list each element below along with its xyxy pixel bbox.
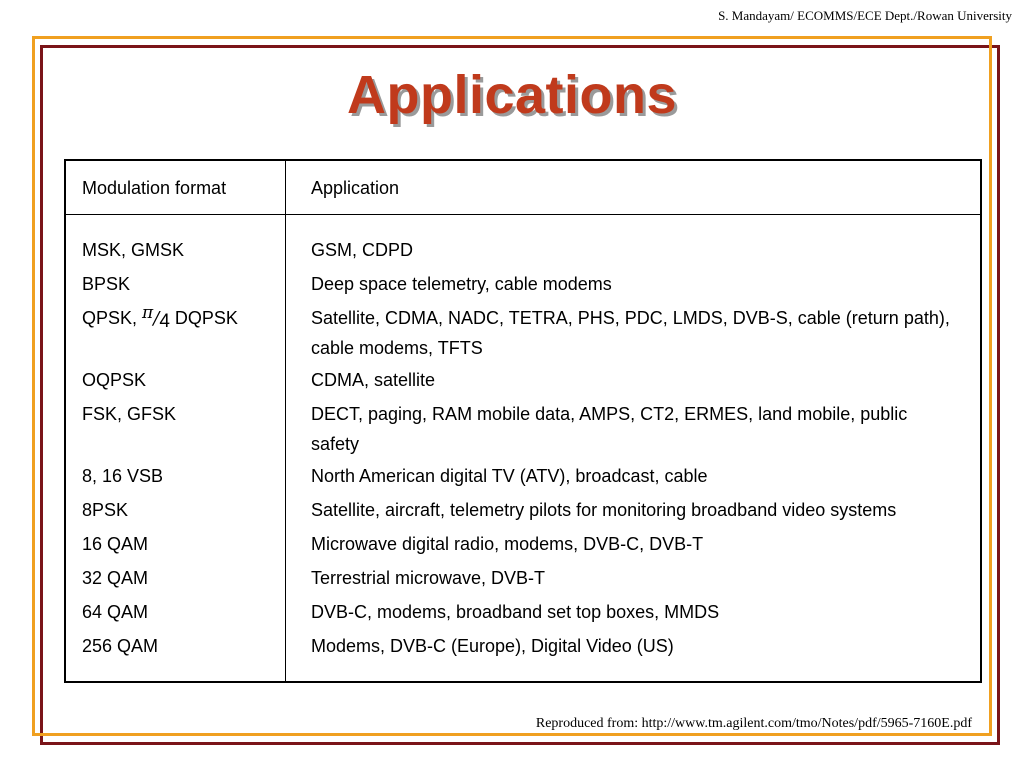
application-cell: DECT, paging, RAM mobile data, AMPS, CT2, ERMES, land mobile, public safety	[311, 404, 908, 454]
format-suffix: DQPSK	[174, 308, 238, 328]
format-prefix: QPSK,	[82, 308, 138, 328]
format-cell: 64 QAM	[82, 602, 149, 622]
slide-title: Applications	[346, 65, 678, 125]
application-cell: Terrestrial microwave, DVB-T	[311, 568, 546, 588]
format-cell: FSK, GFSK	[82, 404, 177, 424]
format-cell: 16 QAM	[82, 534, 149, 554]
application-cell: Deep space telemetry, cable modems	[311, 274, 612, 294]
header-application: Application	[311, 178, 400, 198]
pi-fraction: π/4	[142, 303, 170, 332]
header-rule	[66, 214, 980, 215]
format-cell: 8PSK	[82, 500, 129, 520]
table-row	[66, 493, 980, 527]
application-cell: Modems, DVB-C (Europe), Digital Video (US)	[311, 636, 674, 656]
format-cell: MSK, GMSK	[82, 240, 185, 260]
format-cell: OQPSK	[82, 370, 147, 390]
application-cell: Microwave digital radio, modems, DVB-C, DVB-T	[311, 534, 704, 554]
pi-numerator: π	[142, 303, 154, 323]
table-row	[66, 267, 980, 301]
pi-denominator: 4	[159, 311, 170, 332]
table-row	[66, 527, 980, 561]
table-row	[66, 233, 980, 267]
application-cell: DVB-C, modems, broadband set top boxes, MMDS	[311, 602, 720, 622]
table-row	[66, 595, 980, 629]
application-cell: North American digital TV (ATV), broadcast, cable	[311, 466, 708, 486]
table-body	[66, 233, 980, 663]
table-row	[66, 397, 980, 459]
table-row	[66, 459, 980, 493]
format-cell: 256 QAM	[82, 636, 159, 656]
source-note: Reproduced from: http://www.tm.agilent.com/tmo/Notes/pdf/5965-7160E.pdf	[535, 716, 972, 731]
application-cell: Satellite, CDMA, NADC, TETRA, PHS, PDC, LMDS, DVB-S, cable (return path), cable modems, TFTS	[311, 308, 950, 358]
table-row	[66, 561, 980, 595]
header-credit: S. Mandayam/ ECOMMS/ECE Dept./Rowan University	[718, 8, 1012, 23]
table-row	[66, 363, 980, 397]
modulation-table	[64, 159, 982, 683]
format-cell	[66, 301, 285, 363]
application-cell: CDMA, satellite	[311, 370, 436, 390]
format-cell: BPSK	[82, 274, 131, 294]
format-cell: 32 QAM	[82, 568, 149, 588]
table-row	[66, 629, 980, 663]
header-modulation-format: Modulation format	[82, 178, 227, 198]
application-cell: GSM, CDPD	[311, 240, 414, 260]
table-row	[66, 301, 980, 363]
format-cell: 8, 16 VSB	[82, 466, 164, 486]
application-cell: Satellite, aircraft, telemetry pilots for monitoring broadband video systems	[311, 500, 897, 520]
